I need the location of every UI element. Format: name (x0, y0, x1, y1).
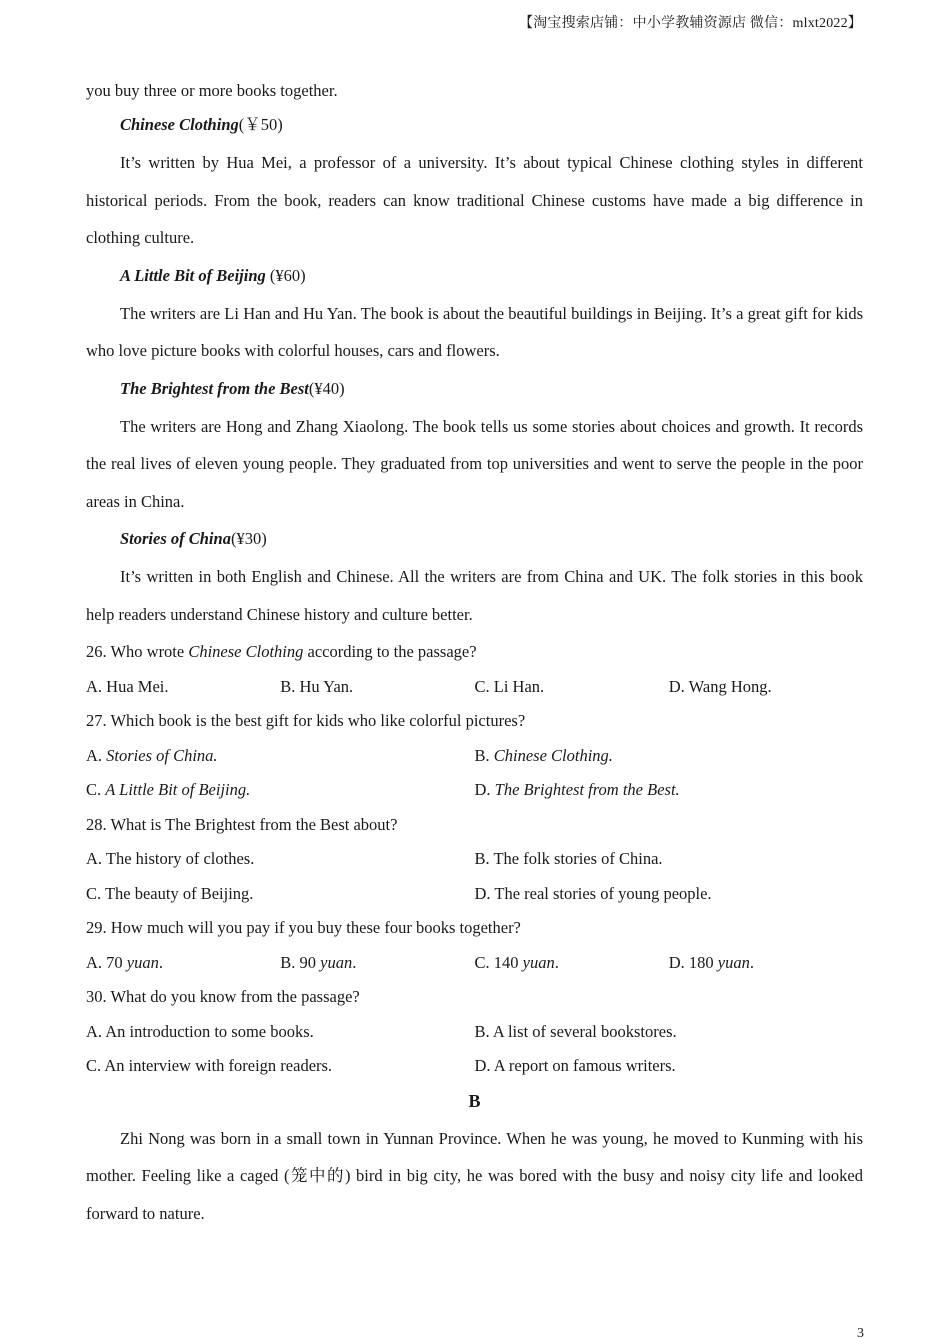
option-period: . (749, 952, 754, 972)
book-price: (¥60) (265, 265, 306, 285)
document-body (86, 76, 863, 1236)
option-a[interactable]: A. An introduction to some books. (86, 1021, 314, 1041)
book-title: A Little Bit of Beijing (120, 265, 266, 285)
option-b[interactable]: B. The folk stories of China. (474, 849, 663, 868)
option-d[interactable] (475, 775, 864, 806)
option-c[interactable]: C. An interview with foreign readers. (86, 1056, 333, 1075)
option-text: A Little Bit of Beijing. (105, 780, 251, 799)
option-letter: C. (86, 780, 106, 799)
question-text: 26. Who wrote (86, 642, 189, 661)
option-c[interactable] (475, 948, 669, 979)
book-title-line (86, 261, 863, 291)
book-description: The writers are Hong and Zhang Xiaolong. The book tells us some stories about choices and growth. It records the real lives of eleven young people. They graduated from top universities and went to serve the people in the poor areas in China. (86, 416, 863, 511)
intro-tail: you buy three or more books together. (86, 81, 338, 100)
option-text: The Brightest from the Best. (494, 780, 680, 799)
book-description: It’s written by Hua Mei, a professor of a university. It’s about typical Chinese clothing styles in different historical periods. From the book, readers can know traditional Chinese customs have made a big difference in clothing culture. (86, 153, 863, 247)
book-price: (¥40) (308, 378, 345, 398)
book-description: It’s written in both English and Chinese. All the writers are from China and UK. The folk stories in this book help readers understand Chinese history and culture better. (86, 567, 863, 624)
section-b-paragraph: Zhi Nong was born in a small town in Yunnan Province. When he was young, he moved to Kunming with his mother. Feeling like a caged (笼中的) bird in big city, he was bored with the busy and noisy city life and looked forward to nature. (86, 1128, 863, 1223)
question-text: according to the passage? (303, 642, 477, 661)
book-price: (￥50) (238, 115, 283, 134)
page-number: 3 (857, 1326, 864, 1341)
option-c[interactable]: C. The beauty of Beijing. (86, 883, 254, 903)
question-italic: Chinese Clothing (188, 642, 304, 661)
book-price: (¥30) (230, 529, 267, 548)
option-b[interactable] (475, 741, 864, 772)
book-title: The Brightest from the Best (120, 378, 309, 398)
option-number: A. 70 (86, 952, 127, 972)
options-30-row2 (86, 1051, 863, 1082)
option-d[interactable]: D. Wang Hong. (668, 676, 772, 696)
option-unit: yuan (717, 952, 750, 972)
question-26 (86, 637, 863, 668)
book-description: The writers are Li Han and Hu Yan. The book is about the beautiful buildings in Beijing. It’s a great gift for kids who love picture books with colorful houses, cars and flowers. (86, 303, 863, 360)
option-letter: D. (474, 780, 495, 799)
options-28-row1 (86, 844, 863, 875)
book-title: Chinese Clothing (120, 115, 239, 134)
question-30: 30. What do you know from the passage? (86, 987, 360, 1006)
page-header: 【淘宝搜索店铺：中小学教辅资源店 微信：mlxt2022】 (519, 16, 862, 31)
option-unit: yuan (522, 952, 555, 972)
book-title-line (86, 524, 863, 554)
option-a[interactable] (86, 741, 475, 772)
book-title: Stories of China (120, 529, 231, 548)
options-27-row1 (86, 741, 863, 772)
option-letter: A. (86, 745, 107, 765)
option-period: . (158, 952, 163, 972)
question-29: 29. How much will you pay if you buy these four books together? (86, 918, 521, 937)
options-30-row1 (86, 1017, 863, 1048)
option-b[interactable]: B. A list of several bookstores. (474, 1021, 677, 1041)
options-27-row2 (86, 775, 863, 806)
option-number: C. 140 (474, 952, 523, 972)
option-c[interactable] (86, 775, 475, 806)
option-number: B. 90 (280, 952, 321, 972)
option-text: Stories of China. (106, 745, 218, 765)
option-d[interactable]: D. A report on famous writers. (474, 1056, 676, 1075)
options-28-row2 (86, 879, 863, 910)
option-d[interactable]: D. The real stories of young people. (474, 883, 712, 903)
option-number: D. 180 (668, 952, 718, 972)
option-text: Chinese Clothing. (493, 745, 613, 765)
options-26 (86, 672, 863, 703)
book-title-line (86, 374, 863, 404)
option-a[interactable]: A. Hua Mei. (86, 676, 169, 696)
option-letter: B. (474, 745, 494, 765)
option-a[interactable]: A. The history of clothes. (86, 849, 255, 868)
option-b[interactable] (280, 948, 474, 979)
option-a[interactable] (86, 948, 280, 979)
options-29 (86, 948, 863, 979)
book-title-line (86, 110, 863, 140)
option-c[interactable]: C. Li Han. (474, 676, 545, 696)
question-28: 28. What is The Brightest from the Best about? (86, 814, 398, 834)
option-period: . (352, 952, 357, 972)
section-heading: B (468, 1090, 481, 1111)
option-d[interactable] (669, 948, 863, 979)
option-b[interactable]: B. Hu Yan. (280, 676, 354, 696)
question-27: 27. Which book is the best gift for kids who like colorful pictures? (86, 711, 526, 730)
option-period: . (554, 952, 559, 972)
option-unit: yuan (320, 952, 353, 972)
option-unit: yuan (126, 952, 159, 972)
